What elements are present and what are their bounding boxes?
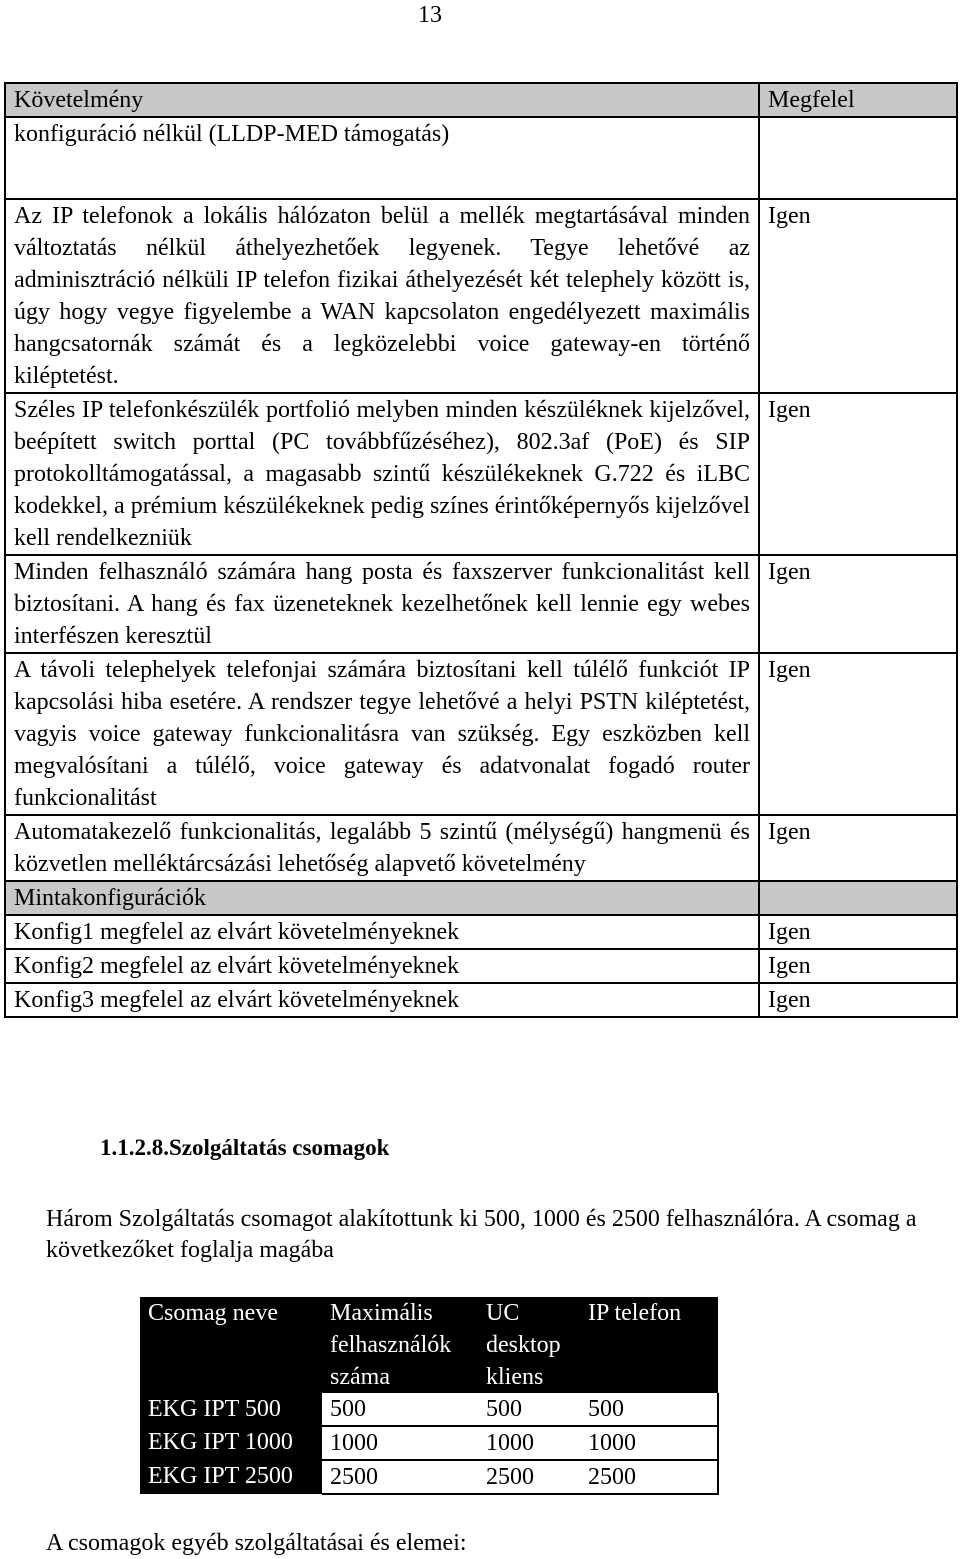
config-row [5, 983, 957, 1017]
config-text: Konfig2 megfelel az elvárt követelményeknek [5, 949, 759, 983]
compliance-value: Igen [759, 393, 957, 555]
package-name: EKG IPT 2500 [140, 1460, 322, 1494]
intro-paragraph: Három Szolgáltatás csomagot alakítottunk ki 500, 1000 és 2500 felhasználóra. A csomag a következőket foglalja magába [46, 1206, 917, 1263]
config-row [5, 915, 957, 949]
package-uc-clients: 1000 [478, 1426, 580, 1460]
group-empty-cell [759, 881, 957, 915]
footer-text: A csomagok egyéb szolgáltatásai és elemei: [46, 1530, 467, 1556]
package-table [140, 1297, 719, 1495]
table-row [5, 815, 957, 881]
package-max-users: 500 [322, 1393, 478, 1426]
package-header-uc-client: UC desktop kliens [478, 1297, 580, 1393]
compliance-value: Igen [759, 815, 957, 881]
package-row [140, 1393, 718, 1426]
group-row [5, 881, 957, 915]
compliance-value: Igen [759, 199, 957, 393]
group-title: Mintakonfigurációk [5, 881, 759, 915]
package-uc-clients: 2500 [478, 1460, 580, 1494]
requirement-text: Minden felhasználó számára hang posta és faxszerver funkcionalitást kell biztosítani. A hang és fax üzeneteknek kezelhetőnek kell lennie egy webes interfészen keresztül [5, 555, 759, 653]
page-number: 13 [418, 2, 442, 28]
header-compliance: Megfelel [759, 83, 957, 117]
package-name: EKG IPT 1000 [140, 1426, 322, 1460]
package-uc-clients: 500 [478, 1393, 580, 1426]
table-row [5, 653, 957, 815]
compliance-value [759, 117, 957, 199]
package-header-name: Csomag neve [140, 1297, 322, 1393]
table-row [5, 393, 957, 555]
config-text: Konfig3 megfelel az elvárt követelményeknek [5, 983, 759, 1017]
config-value: Igen [759, 983, 957, 1017]
package-max-users: 1000 [322, 1426, 478, 1460]
compliance-value: Igen [759, 653, 957, 815]
requirement-text: konfiguráció nélkül (LLDP-MED támogatás) [5, 117, 759, 199]
compliance-value: Igen [759, 555, 957, 653]
table-row [5, 199, 957, 393]
package-ip-phones: 1000 [580, 1426, 718, 1460]
package-header-ip-phone: IP telefon [580, 1297, 718, 1393]
config-value: Igen [759, 915, 957, 949]
config-row [5, 949, 957, 983]
package-name: EKG IPT 500 [140, 1393, 322, 1426]
requirements-table [4, 82, 958, 1018]
table-row [5, 117, 957, 199]
requirement-text: A távoli telephelyek telefonjai számára biztosítani kell túlélő funkciót IP kapcsolási hiba esetére. A rendszer tegye lehetővé a helyi PSTN kiléptetést, vagyis voice gateway funkcionalitásra van szükség. Egy eszközben kell megvalósítani a túlélő, voice gateway és adatvonalat fogadó router funkcionalitást [5, 653, 759, 815]
package-header-row [140, 1297, 718, 1393]
config-text: Konfig1 megfelel az elvárt követelményeknek [5, 915, 759, 949]
package-max-users: 2500 [322, 1460, 478, 1494]
requirement-text: Automatakezelő funkcionalitás, legalább 5 szintű (mélységű) hangmenü és közvetlen melléktárcsázási lehetőség alapvető követelmény [5, 815, 759, 881]
config-value: Igen [759, 949, 957, 983]
package-ip-phones: 500 [580, 1393, 718, 1426]
requirements-header-row [5, 83, 957, 117]
section-heading: 1.1.2.8.Szolgáltatás csomagok [100, 1135, 390, 1160]
header-requirement: Követelmény [5, 83, 759, 117]
package-row [140, 1460, 718, 1494]
requirement-text: Széles IP telefonkészülék portfolió melyben minden készüléknek kijelzővel, beépített switch porttal (PC továbbfűzéséhez), 802.3af (PoE) és SIP protokolltámogatással, a magasabb szintű készülékeknek G.722 és iLBC kodekkel, a prémium készülékeknek pedig színes érintőképernyős kijelzővel kell rendelkezniük [5, 393, 759, 555]
requirement-text: Az IP telefonok a lokális hálózaton belül a mellék megtartásával minden változtatás nélkül áthelyezhetőek legyenek. Tegye lehetővé az adminisztráció nélküli IP telefon fizikai áthelyezését két telephely között is, úgy hogy vegye figyelembe a WAN kapcsolaton engedélyezett maximális hangcsatornák számát és a legközelebbi voice gateway-en történő kiléptetést. [5, 199, 759, 393]
package-header-max-users: Maximális felhasználók száma [322, 1297, 478, 1393]
package-row [140, 1426, 718, 1460]
table-row [5, 555, 957, 653]
package-ip-phones: 2500 [580, 1460, 718, 1494]
